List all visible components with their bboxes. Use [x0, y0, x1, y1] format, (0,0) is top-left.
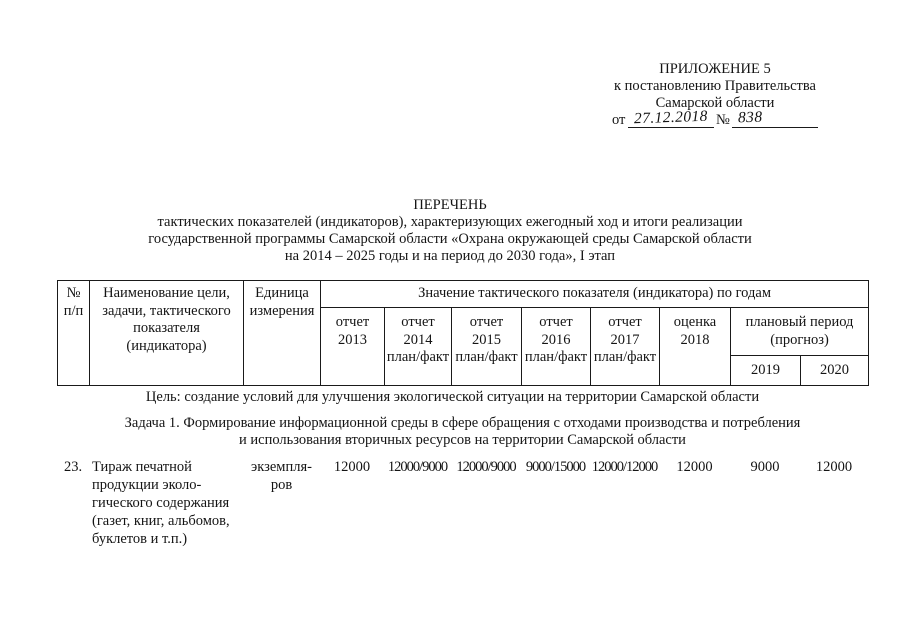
- indicators-table-header: [57, 280, 869, 386]
- document-subtitle-line-1: тактических показателей (индикаторов), характеризующих ежегодный ход и итоги реализации: [157, 214, 743, 230]
- header-indicator-name: Наименование цели, задачи, тактического показателя (индикатора): [90, 281, 244, 386]
- row-number: 23.: [63, 459, 83, 475]
- header-year-2013: отчет 2013: [321, 308, 385, 386]
- date-prefix: от: [612, 112, 626, 128]
- header-year-2017: отчет 2017 план/факт: [591, 308, 660, 386]
- header-year-2016: отчет 2016 план/факт: [522, 308, 591, 386]
- header-unit: Единица измерения: [244, 281, 321, 386]
- table-row: [57, 458, 868, 548]
- row-unit: экземпля- ров: [251, 459, 312, 493]
- header-year-2018: оценка 2018: [660, 308, 731, 386]
- row-value-2013: 12000: [333, 459, 371, 475]
- header-plan-year-2019: 2019: [731, 356, 801, 386]
- header-plan-year-2020: 2020: [801, 356, 869, 386]
- row-indicator-name: Тираж печатной продукции эколо- гического содержания (газет, книг, альбомов, буклетов и т.п.): [92, 459, 230, 547]
- handwritten-date-field: [628, 108, 714, 128]
- header-plan-period: плановый период (прогноз): [731, 308, 869, 356]
- row-value-2014: 12000/9000: [387, 459, 448, 475]
- row-value-2016: 9000/15000: [525, 459, 586, 475]
- row-value-2020: 12000: [815, 459, 853, 475]
- header-values-group: Значение тактического показателя (индикатора) по годам: [321, 281, 869, 308]
- header-number: № п/п: [58, 281, 90, 386]
- header-year-2014: отчет 2014 план/факт: [385, 308, 452, 386]
- row-value-2018: 12000: [676, 459, 713, 475]
- appendix-line-2: Самарской области: [655, 95, 775, 111]
- handwritten-number-field: [732, 108, 818, 128]
- handwritten-date: 27.12.2018: [633, 107, 709, 128]
- appendix-line-1: к постановлению Правительства: [614, 78, 816, 94]
- indicators-table-body: [57, 458, 868, 548]
- handwritten-number: 838: [737, 108, 763, 127]
- appendix-title: ПРИЛОЖЕНИЕ 5: [659, 61, 771, 77]
- row-value-2015: 12000/9000: [456, 459, 516, 475]
- task-text: Задача 1. Формирование информационной среды в сфере обращения с отходами производства и потребления и использования вторичных ресурсов на территории Самарской области: [124, 415, 801, 448]
- number-prefix: №: [716, 112, 730, 128]
- goal-text: Цель: создание условий для улучшения экологической ситуации на территории Самарской области: [145, 389, 760, 405]
- row-value-2019: 9000: [750, 459, 780, 475]
- header-year-2015: отчет 2015 план/факт: [452, 308, 522, 386]
- document-title: ПЕРЕЧЕНЬ: [413, 197, 487, 213]
- row-value-2017: 12000/12000: [591, 459, 658, 475]
- document-subtitle-line-3: на 2014 – 2025 годы и на период до 2030 года», I этап: [284, 248, 616, 264]
- document-subtitle-line-2: государственной программы Самарской области «Охрана окружающей среды Самарской области: [148, 231, 752, 247]
